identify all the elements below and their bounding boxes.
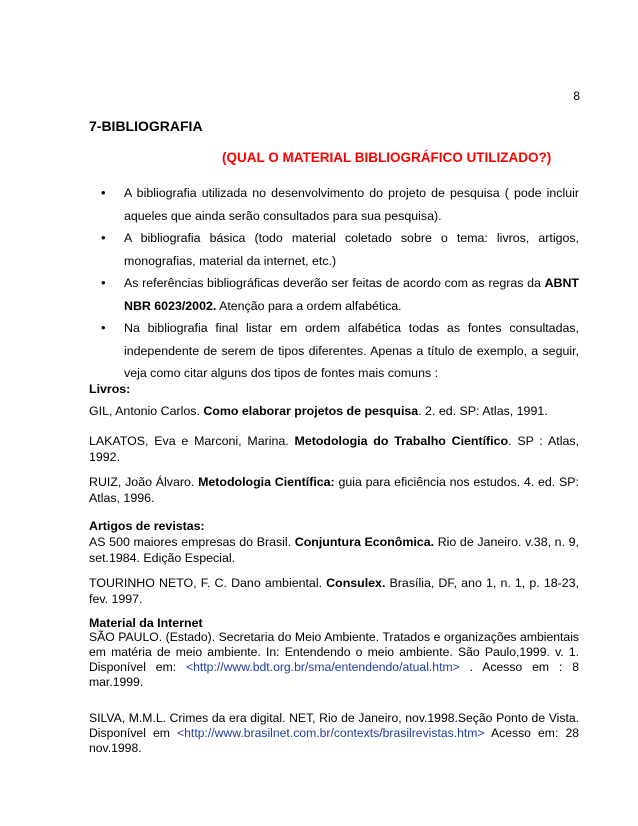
reference-ruiz: RUIZ, João Álvaro. Metodologia Científica: guia para eficiência nos estudos. 4. ed. SP: Atlas, 1996. xyxy=(89,475,579,505)
bullet-item xyxy=(89,182,579,227)
bullet-text: Atenção para a ordem alfabética. xyxy=(216,298,402,313)
bullet-text: As referências bibliográficas deverão ser feitas de acordo com as regras da xyxy=(124,276,545,290)
reference-as500: AS 500 maiores empresas do Brasil. Conjuntura Econômica. Rio de Janeiro. v.38, n. 9, set.1984. Edição Especial. xyxy=(89,535,579,565)
section-heading: 7-BIBLIOGRAFIA xyxy=(89,118,203,134)
bullet-item xyxy=(89,317,579,385)
bullet-text: Na bibliografia final listar em ordem alfabética todas as fontes consultadas, independente de serem de tipos diferentes. Apenas a título de exemplo, a seguir, veja como citar alguns dos tipos de fontes mais comuns : xyxy=(124,321,579,380)
bullet-bold-text: ABNT NBR 6023/2002. xyxy=(124,276,579,313)
reference-lakatos: LAKATOS, Eva e Marconi, Marina. Metodologia do Trabalho Científico. SP : Atlas, 1992. xyxy=(89,434,579,464)
articles-label: Artigos de revistas: xyxy=(89,519,205,533)
bullet-text: A bibliografia básica (todo material coletado sobre o tema: livros, artigos, monografias, material da internet, etc.) xyxy=(124,231,579,268)
reference-sao-paulo: SÃO PAULO. (Estado). Secretaria do Meio Ambiente. Tratados e organizações ambientais em matéria de meio ambiente. In: Entendendo o meio ambiente. São Paulo,1999. v. 1. Disponível em: <http://www.bdt.org.br/sma/entendendo/atual.htm> . Acesso em : 8 mar.1999. xyxy=(89,630,579,689)
reference-link[interactable]: <http://www.bdt.org.br/sma/entendendo/atual.htm> xyxy=(186,660,460,674)
section-subtitle: (QUAL O MATERIAL BIBLIOGRÁFICO UTILIZADO?) xyxy=(222,150,552,165)
instruction-list xyxy=(89,182,579,385)
internet-label: Material da Internet xyxy=(89,616,203,630)
reference-tourinho: TOURINHO NETO, F. C. Dano ambiental. Consulex. Brasília, DF, ano 1, n. 1, p. 18-23, fev. 1997. xyxy=(89,576,580,606)
page-number: 8 xyxy=(573,89,580,103)
reference-gil: GIL, Antonio Carlos. Como elaborar projetos de pesquisa. 2. ed. SP: Atlas, 1991. xyxy=(89,404,548,418)
reference-silva: SILVA, M.M.L. Crimes da era digital. NET, Rio de Janeiro, nov.1998.Seção Ponto de Vista. Disponível em <http://www.brasilnet.com.br/contexts/brasilrevistas.htm> Acesso em: 28 nov.1998. xyxy=(89,711,579,755)
books-label: Livros: xyxy=(89,382,131,396)
reference-link[interactable]: <http://www.brasilnet.com.br/contexts/brasilrevistas.htm> xyxy=(177,726,485,740)
bullet-item xyxy=(89,227,579,272)
bullet-item xyxy=(89,272,579,317)
bullet-text: A bibliografia utilizada no desenvolvimento do projeto de pesquisa ( pode incluir aqueles que ainda serão consultados para sua pesquisa). xyxy=(124,186,579,223)
